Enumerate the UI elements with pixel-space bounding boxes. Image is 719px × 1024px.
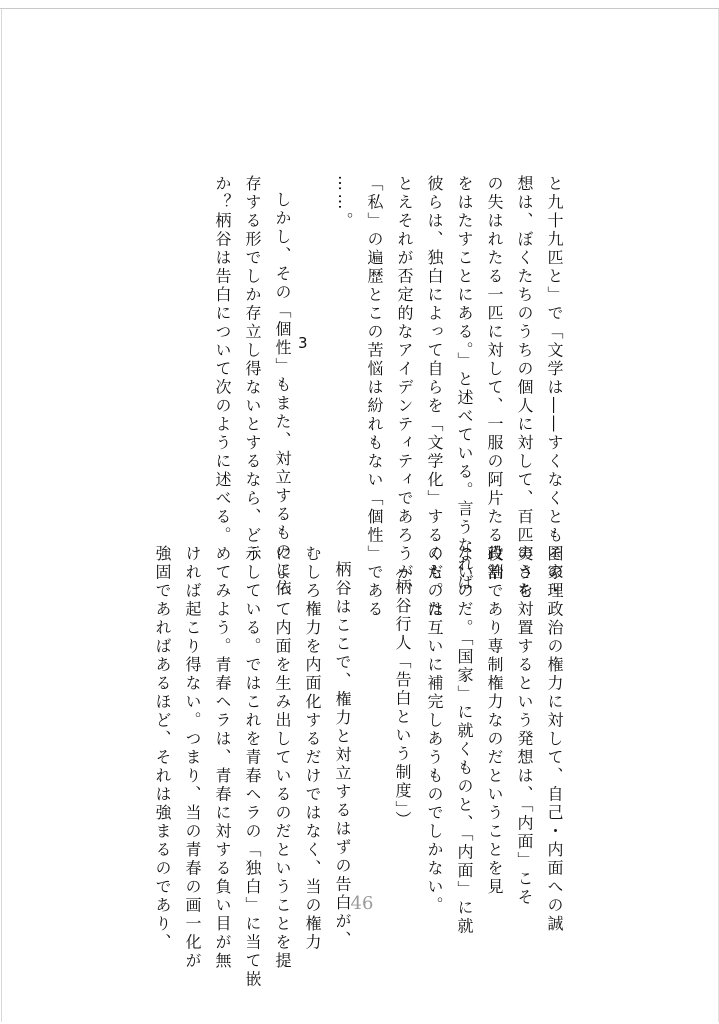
citation: （柄谷行人「告白という制度」） xyxy=(393,560,412,830)
text-line: によって内面を生み出しているのだということを提 xyxy=(273,545,292,971)
text-line: ければ起こり得ない。つまり、当の青春の画一化が xyxy=(183,545,202,971)
viewer-top-bar xyxy=(0,0,719,9)
text-line: 政治であり専制権力なのだということを見 xyxy=(485,545,504,897)
text-line: ないのだ。「国家」に就くものと、「内面」に就 xyxy=(455,545,474,936)
text-line: か？柄谷は告白について次のように述べる。 xyxy=(213,175,232,545)
text-line: ……。 xyxy=(335,175,354,231)
section-number: 3 xyxy=(298,334,308,352)
text-line: をはたすことにある。」と述べている。言うなれば xyxy=(455,175,474,593)
text-line: 示している。ではこれを青春ヘラの「独白」に当て嵌 xyxy=(243,545,262,989)
text-line: くものは互いに補完しあうものでしかない。 xyxy=(425,545,444,915)
text-line: の失はれたる一匹に対して、一服の阿片たる役割 xyxy=(485,175,504,582)
text-line: 国家・政治の権力に対して、自己・内面への誠 xyxy=(545,545,564,934)
text-line: 柄谷はここで、権力と対立するはずの告白が、 xyxy=(333,561,352,950)
text-line: むしろ権力を内面化するだけではなく、当の権力 xyxy=(303,545,322,952)
book-page xyxy=(1,9,719,1022)
text-line: 存する形でしか存立し得ないとするなら、どう xyxy=(243,175,262,564)
text-line: と九十九匹と」で「文学は――すくなくともその理 xyxy=(545,175,564,601)
page-number: 46 xyxy=(350,893,374,914)
text-line: 実さを対置するという発想は、「内面」こそ xyxy=(515,545,534,907)
text-line: とえそれが否定的なアイデンティティであろうが、 xyxy=(395,175,414,601)
text-line: 強固であればあるほど、それは強まるのであり、 xyxy=(153,545,172,952)
text-line: 想は、ぼくたちのうちの個人に対して、百匹のうち xyxy=(515,175,534,601)
text-line: しかし、その「個性」もまた、対立するものに依 xyxy=(273,191,292,598)
text-line: 彼らは、独白によって自らを「文学化」するのだ。た xyxy=(425,175,444,619)
text-line: 「私」の遍歴とこの苦悩は紛れもない「個性」である xyxy=(365,175,384,619)
text-line: めてみよう。青春ヘラは、青春に対する負い目が無 xyxy=(213,545,232,971)
